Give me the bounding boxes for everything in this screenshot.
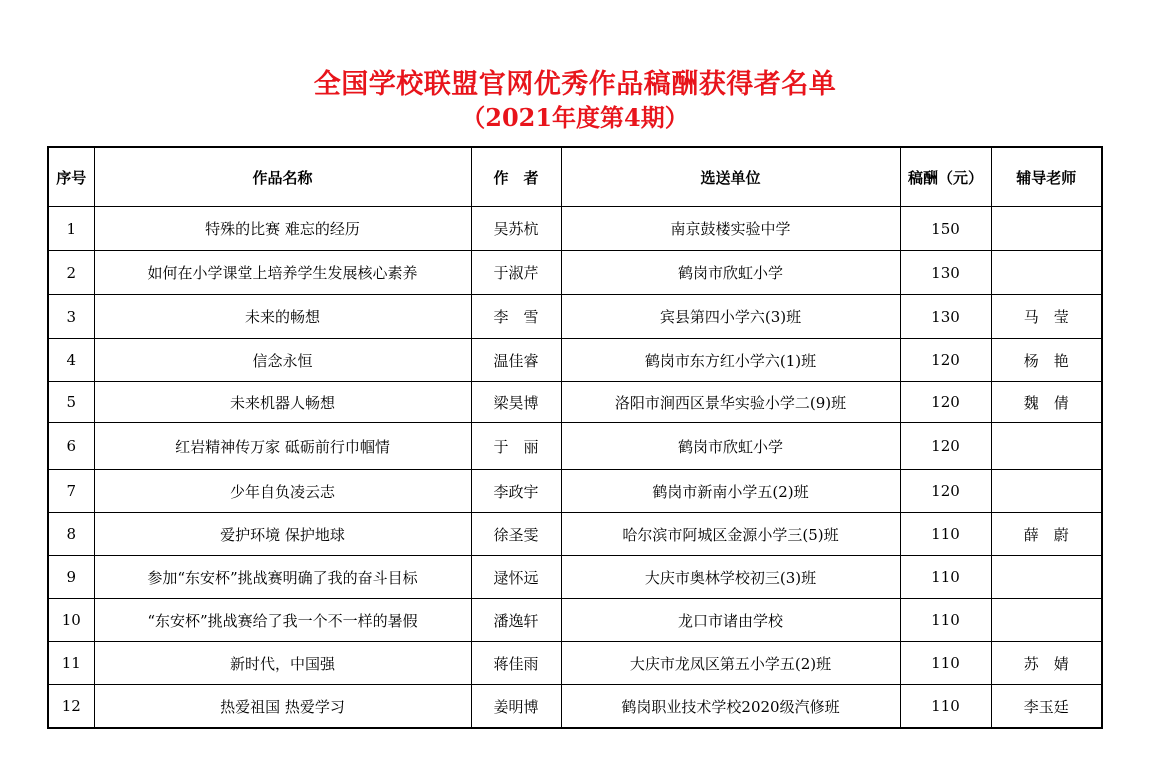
table-row <box>48 470 1102 513</box>
cell-teacher: 马 莹 <box>991 295 1102 339</box>
cell-fee: 120 <box>900 339 991 382</box>
cell-fee: 120 <box>900 470 991 513</box>
cell-teacher <box>991 207 1102 251</box>
cell-work-title: “东安杯”挑战赛给了我一个不一样的暑假 <box>94 599 471 642</box>
header-index: 序号 <box>48 147 94 207</box>
header-work-title: 作品名称 <box>94 147 471 207</box>
cell-teacher <box>991 556 1102 599</box>
cell-index: 12 <box>48 685 94 729</box>
cell-unit: 鹤岗市欣虹小学 <box>561 423 900 470</box>
header-author: 作 者 <box>471 147 561 207</box>
table-row <box>48 382 1102 423</box>
cell-index: 3 <box>48 295 94 339</box>
cell-author: 潘逸轩 <box>471 599 561 642</box>
table-row <box>48 295 1102 339</box>
page-title: 全国学校联盟官网优秀作品稿酬获得者名单 <box>313 69 837 100</box>
cell-author: 温佳睿 <box>471 339 561 382</box>
cell-author: 徐圣雯 <box>471 513 561 556</box>
cell-work-title: 未来的畅想 <box>94 295 471 339</box>
cell-unit: 洛阳市涧西区景华实验小学二(9)班 <box>561 382 900 423</box>
cell-fee: 120 <box>900 382 991 423</box>
cell-fee: 110 <box>900 642 991 685</box>
cell-work-title: 爱护环境 保护地球 <box>94 513 471 556</box>
cell-author: 逯怀远 <box>471 556 561 599</box>
cell-teacher: 魏 倩 <box>991 382 1102 423</box>
cell-author: 吴苏杭 <box>471 207 561 251</box>
cell-fee: 110 <box>900 556 991 599</box>
cell-index: 10 <box>48 599 94 642</box>
cell-work-title: 信念永恒 <box>94 339 471 382</box>
page-subtitle: （2021年度第4期） <box>461 103 689 132</box>
table-header-row <box>48 147 1102 207</box>
table-row <box>48 642 1102 685</box>
cell-fee: 110 <box>900 599 991 642</box>
cell-work-title: 少年自负凌云志 <box>94 470 471 513</box>
cell-unit: 南京鼓楼实验中学 <box>561 207 900 251</box>
cell-fee: 110 <box>900 513 991 556</box>
table-row <box>48 556 1102 599</box>
cell-unit: 鹤岗市东方红小学六(1)班 <box>561 339 900 382</box>
cell-fee: 150 <box>900 207 991 251</box>
cell-fee: 130 <box>900 295 991 339</box>
award-table <box>47 146 1103 729</box>
cell-author: 李 雪 <box>471 295 561 339</box>
cell-fee: 110 <box>900 685 991 729</box>
cell-author: 梁昊博 <box>471 382 561 423</box>
cell-work-title: 未来机器人畅想 <box>94 382 471 423</box>
cell-unit: 鹤岗职业技术学校2020级汽修班 <box>561 685 900 729</box>
cell-author: 于淑芹 <box>471 251 561 295</box>
cell-index: 6 <box>48 423 94 470</box>
header-teacher: 辅导老师 <box>991 147 1102 207</box>
table-row <box>48 513 1102 556</box>
cell-work-title: 热爱祖国 热爱学习 <box>94 685 471 729</box>
cell-author: 李政宇 <box>471 470 561 513</box>
cell-index: 4 <box>48 339 94 382</box>
cell-unit: 鹤岗市新南小学五(2)班 <box>561 470 900 513</box>
cell-teacher: 薛 蔚 <box>991 513 1102 556</box>
cell-index: 5 <box>48 382 94 423</box>
header-fee: 稿酬（元） <box>900 147 991 207</box>
cell-index: 8 <box>48 513 94 556</box>
table-row <box>48 599 1102 642</box>
cell-teacher: 杨 艳 <box>991 339 1102 382</box>
cell-teacher: 李玉廷 <box>991 685 1102 729</box>
cell-index: 7 <box>48 470 94 513</box>
cell-unit: 鹤岗市欣虹小学 <box>561 251 900 295</box>
cell-unit: 哈尔滨市阿城区金源小学三(5)班 <box>561 513 900 556</box>
table-row <box>48 207 1102 251</box>
cell-author: 蒋佳雨 <box>471 642 561 685</box>
header-unit: 选送单位 <box>561 147 900 207</box>
cell-teacher <box>991 423 1102 470</box>
cell-teacher: 苏 婧 <box>991 642 1102 685</box>
cell-index: 11 <box>48 642 94 685</box>
cell-work-title: 特殊的比赛 难忘的经历 <box>94 207 471 251</box>
cell-fee: 120 <box>900 423 991 470</box>
table-row <box>48 423 1102 470</box>
cell-index: 1 <box>48 207 94 251</box>
cell-teacher <box>991 470 1102 513</box>
cell-unit: 大庆市奥林学校初三(3)班 <box>561 556 900 599</box>
cell-author: 于 丽 <box>471 423 561 470</box>
cell-index: 2 <box>48 251 94 295</box>
cell-author: 姜明博 <box>471 685 561 729</box>
cell-teacher <box>991 251 1102 295</box>
cell-fee: 130 <box>900 251 991 295</box>
cell-index: 9 <box>48 556 94 599</box>
cell-unit: 宾县第四小学六(3)班 <box>561 295 900 339</box>
table-row <box>48 685 1102 729</box>
table-row <box>48 339 1102 382</box>
cell-teacher <box>991 599 1102 642</box>
cell-unit: 大庆市龙凤区第五小学五(2)班 <box>561 642 900 685</box>
table-row <box>48 251 1102 295</box>
cell-work-title: 新时代，中国强 <box>94 642 471 685</box>
cell-work-title: 红岩精神传万家 砥砺前行巾帼情 <box>94 423 471 470</box>
cell-work-title: 参加“东安杯”挑战赛明确了我的奋斗目标 <box>94 556 471 599</box>
cell-unit: 龙口市诸由学校 <box>561 599 900 642</box>
cell-work-title: 如何在小学课堂上培养学生发展核心素养 <box>94 251 471 295</box>
